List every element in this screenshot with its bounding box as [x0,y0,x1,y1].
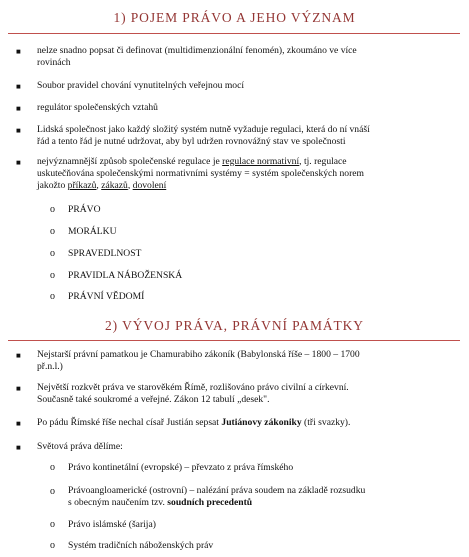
sub-bullet-icon: o [50,226,55,237]
list-item: nejvýznamnější způsob společenské regulace je regulace normativní, tj. regulace uskutečňována společenskými normativními systémy = systém společenských norem jakožto příkazů, zákazů, dovolení [37,156,365,191]
sub-bullet-icon: o [50,248,55,259]
bullet-icon: ■ [16,351,21,360]
sub-list-item: Právo islámské (šarija) [68,519,156,530]
bullet-icon: ■ [16,384,21,393]
sub-bullet-icon: o [50,204,55,215]
sub-bullet-icon: o [50,519,55,530]
list-item: Po pádu Římské říše nechal císař Justián sepsat Jutiánovy zákoniky (tři svazky). [37,417,351,428]
list-item: Nejstarší právní pamatkou je Chamurabiho zákoník (Babylonská říše – 1800 – 1700 př.n.l.) [37,349,360,372]
sub-list-item: Systém tradičních náboženských práv [68,540,214,551]
list-item: regulátor společenských vztahů [37,102,158,113]
section-heading-1: 1) POJEM PRÁVO A JEHO VÝZNAM [113,10,356,25]
bullet-icon: ■ [16,104,21,113]
list-item: Lidská společnost jako každý složitý systém nutně vyžaduje regulaci, která do ní vnáší řád a tento řád je nutné udržovat, aby byl udržen rovnovážný stav ve společnosti [37,124,370,147]
sub-bullet-icon: o [50,270,55,281]
list-item: Světová práva dělíme: [37,441,123,452]
sub-list-item: PRAVIDLA NÁBOŽENSKÁ [68,270,183,281]
list-item: nelze snadno popsat či definovat (multidimenzionální fenomén), zkoumáno ve více rovinách [37,45,357,68]
sub-list-item: PRÁVO [68,204,101,215]
bullet-icon: ■ [16,126,21,135]
sub-list-item: Právo kontinetální (evropské) – převzato z práva římského [68,462,294,473]
bullet-icon: ■ [16,158,21,167]
sub-list-item: SPRAVEDLNOST [68,248,142,259]
bullet-icon: ■ [16,82,21,91]
heading-underline-1 [8,33,460,34]
list-item: Největší rozkvět práva ve starověkém Římě, rozlišováno právo civilní a církevní. Současně také soukromé a veřejné. Zákon 12 tabulí „desek". [37,382,349,405]
sub-bullet-icon: o [50,486,55,497]
sub-bullet-icon: o [50,291,55,302]
sub-bullet-icon: o [50,540,55,551]
sub-bullet-icon: o [50,462,55,473]
bullet-icon: ■ [16,443,21,452]
section-heading-2: 2) VÝVOJ PRÁVA, PRÁVNÍ PAMÁTKY [105,318,364,333]
sub-list-item: MORÁLKU [68,226,117,237]
list-item: Soubor pravidel chování vynutitelných veřejnou mocí [37,80,245,91]
bullet-icon: ■ [16,419,21,428]
bullet-icon: ■ [16,47,21,56]
sub-list-item: Právoangloamerické (ostrovní) – nalézání práva soudem na základě rozsudku s obecným naučením tzv. soudních precedentů [68,485,366,508]
heading-underline-2 [8,340,460,341]
sub-list-item: PRÁVNÍ VĚDOMÍ [68,291,145,302]
